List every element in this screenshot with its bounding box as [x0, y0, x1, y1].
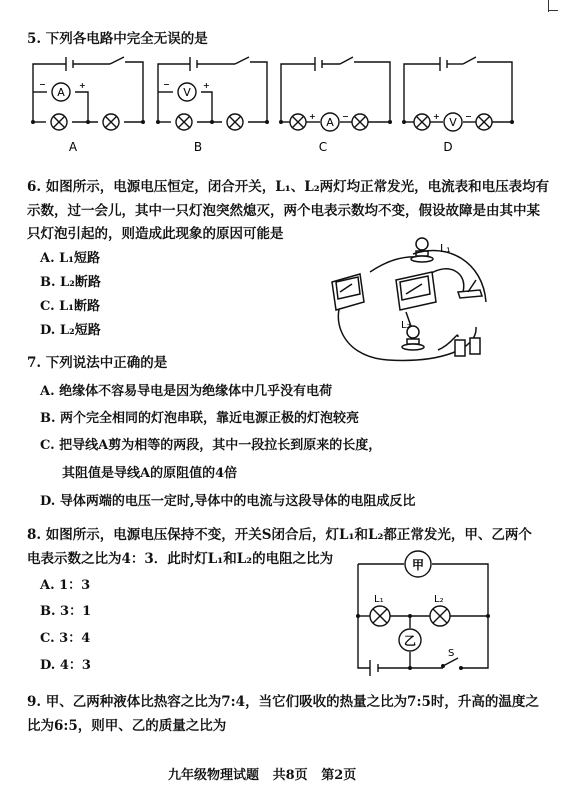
- q6-line3: 只灯泡引起的，则造成此现象的原因可能是: [27, 226, 284, 242]
- q6-circuit-figure: [318, 232, 498, 364]
- q8-option-d: D. 4：3: [40, 658, 91, 673]
- meter-a-3: A: [326, 116, 334, 129]
- svg-text:+: +: [309, 112, 316, 121]
- q6-option-b: B. L₂断路: [40, 275, 101, 290]
- q6-line1: 6. 如图所示，电源电压恒定，闭合开关，L₁、L₂两灯均正常发光，电流表和电压表均有: [27, 179, 550, 195]
- fig6-l2-label: L₂: [401, 320, 411, 331]
- svg-text:+: +: [79, 81, 86, 90]
- fig6-l1-label: L₁: [440, 242, 451, 255]
- fig8-l2: L₂: [434, 594, 444, 605]
- circuit-b: [158, 57, 267, 130]
- label-a: A: [68, 140, 78, 154]
- label-c: C: [318, 140, 328, 154]
- svg-text:−: −: [163, 80, 170, 89]
- q6-option-c: C. L₁断路: [40, 299, 101, 314]
- q7-option-a: A. 绝缘体不容易导电是因为绝缘体中几乎没有电荷: [40, 384, 333, 399]
- page-footer: 九年级物理试题 共8页 第2页: [168, 768, 357, 783]
- q6-line2: 示数，过一会儿，其中一只灯泡突然熄灭，两个电表示数均不变，假设故障是由其中某: [27, 203, 540, 219]
- q8-option-a: A. 1：3: [40, 578, 91, 593]
- corner-mark-h: [548, 10, 558, 11]
- q6-option-d: D. L₂短路: [40, 323, 101, 338]
- q8-line2: 电表示数之比为4：3．此时灯L₁和L₂的电阻之比为: [27, 551, 334, 567]
- meter-v-2: V: [183, 86, 191, 99]
- q7-option-d: D. 导体两端的电压一定时,导体中的电流与这段导体的电阻成反比: [40, 494, 416, 509]
- q8-line1: 8. 如图所示，电源电压保持不变，开关S闭合后，灯L₁和L₂都正常发光，甲、乙两个: [27, 527, 532, 543]
- q7-option-c2: 其阻值是导线A的原阻值的4倍: [62, 466, 238, 481]
- svg-text:+: +: [203, 81, 210, 90]
- q9-line1: 9. 甲、乙两种液体比热容之比为7:4，当它们吸收的热量之比为7:5时，升高的温度之: [27, 694, 539, 710]
- q5-stem: 5. 下列各电路中完全无误的是: [27, 31, 208, 47]
- fig8-l1: L₁: [374, 594, 384, 605]
- q7-option-b: B. 两个完全相同的灯泡串联，靠近电源正极的灯泡较亮: [40, 411, 360, 426]
- q7-option-c1: C. 把导线A剪为相等的两段，其中一段拉长到原来的长度，: [40, 438, 382, 453]
- meter-a-1: A: [57, 86, 65, 99]
- circuit-a: [33, 57, 143, 130]
- fig8-jia: 甲: [411, 558, 425, 572]
- circuit-d: [404, 57, 512, 131]
- q6-option-a: A. L₁短路: [40, 251, 100, 266]
- q9-line2: 比为6:5，则甲、乙的质量之比为: [27, 718, 227, 734]
- label-d: D: [443, 140, 453, 154]
- q7-stem: 7. 下列说法中正确的是: [27, 355, 168, 371]
- meter-v-4: V: [449, 116, 457, 129]
- svg-text:−: −: [465, 112, 472, 121]
- fig8-s: S: [448, 648, 455, 659]
- q8-option-c: C. 3：4: [40, 631, 91, 646]
- svg-text:−: −: [342, 112, 349, 121]
- q5-circuits: [0, 50, 576, 160]
- circuit-c: [281, 57, 390, 131]
- fig8-yi: 乙: [403, 634, 417, 648]
- q8-option-b: B. 3：1: [40, 604, 92, 619]
- svg-text:+: +: [433, 112, 440, 121]
- label-b: B: [193, 140, 203, 154]
- q8-circuit-figure: [348, 548, 498, 680]
- svg-text:−: −: [39, 80, 46, 89]
